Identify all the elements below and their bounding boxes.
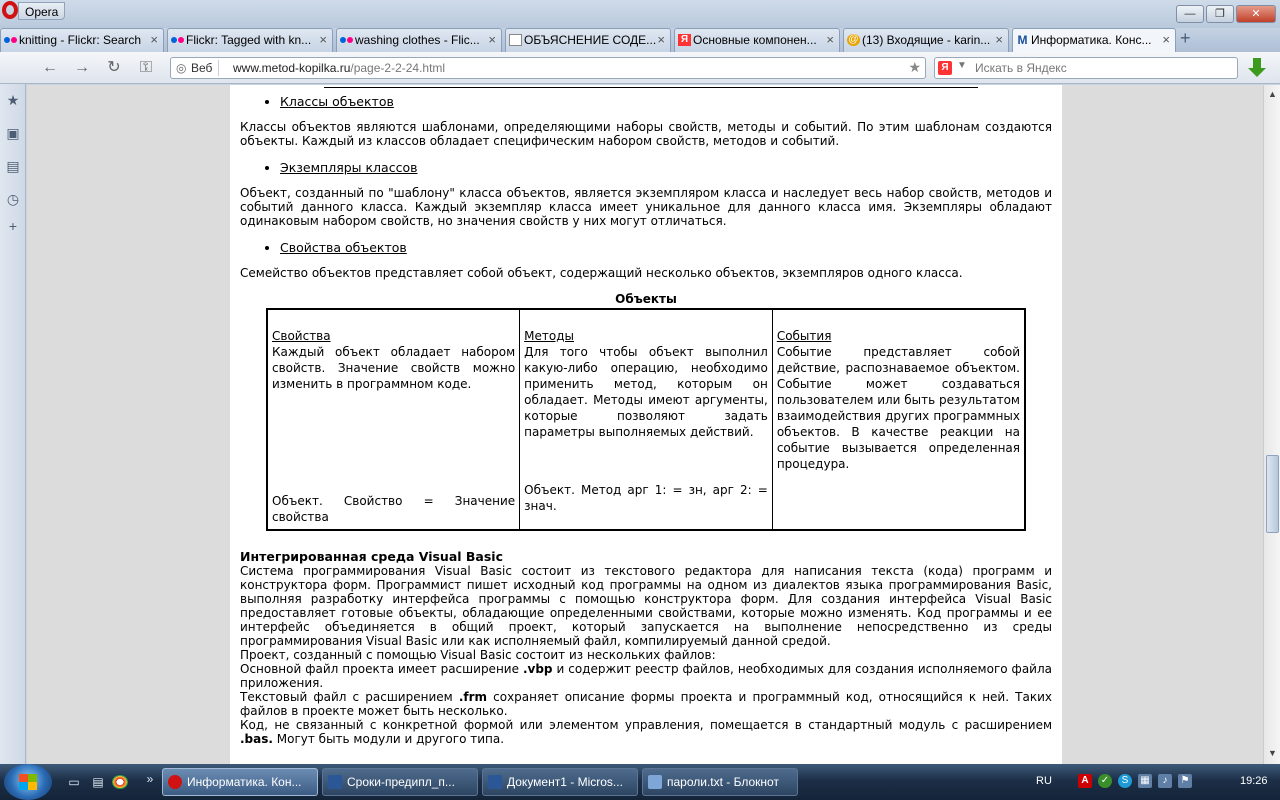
- history-clock-icon[interactable]: ◷: [6, 191, 20, 207]
- address-bar[interactable]: [170, 57, 926, 79]
- reload-icon[interactable]: ↻: [107, 59, 121, 76]
- paragraph: Основной файл проекта имеет расширение .vbp и содержит реестр файлов, необходимых для создания исполняемого файла приложения.: [240, 662, 1052, 690]
- opera-menu-button[interactable]: Opera: [18, 2, 65, 20]
- table-cell-properties: [267, 309, 520, 530]
- tab-informatika[interactable]: [1012, 28, 1176, 52]
- start-button[interactable]: [4, 764, 52, 800]
- tab-label: Основные компонен...: [693, 33, 817, 47]
- paragraph: Текстовый файл с расширением .frm сохраняет описание формы проекта и программный код, относящийся к ней. Таких файлов в проекте может быть несколько.: [240, 690, 1052, 718]
- chrome-icon[interactable]: [112, 775, 128, 789]
- chevron-down-icon[interactable]: ▼: [957, 60, 967, 71]
- tab-label: (13) Входящие - karin...: [862, 33, 991, 47]
- cell-text: Каждый объект обладает набором свойств. Значение свойств можно изменить в программном коде.: [272, 345, 516, 391]
- key-icon[interactable]: ⚿: [139, 59, 153, 76]
- navigation-bar: [0, 52, 1280, 84]
- tab-knitting-flickr[interactable]: [0, 28, 164, 52]
- tab-label: ОБЪЯСНЕНИЕ СОДЕ...: [524, 33, 657, 47]
- bullet-list: [240, 241, 407, 255]
- cell-syntax: Объект. Свойство = Значение свойства: [272, 494, 516, 524]
- tab-obyasnenie[interactable]: [505, 28, 671, 52]
- taskbar-item-label: Сроки-предипл_п...: [347, 775, 455, 789]
- tab-label: Flickr: Tagged with kn...: [186, 33, 312, 47]
- tab-washing-clothes[interactable]: [336, 28, 502, 52]
- mail-icon: @: [848, 34, 859, 45]
- tab-label: Информатика. Конс...: [1031, 33, 1152, 47]
- taskbar-item-label: Документ1 - Micros...: [507, 775, 623, 789]
- flickr-icon: [4, 37, 18, 43]
- objects-table: [266, 308, 1026, 531]
- paragraph: Система программирования Visual Basic состоит из текстового редактора для написания текста (кода) программ и конструктора форм. Программист пишет исходный код программы на одном из диалектов языка программирования Basic, выполняя разработку интерфейса программы с помощью конструктора форм. Для создания интерфейса Visual Basic предоставляет готовые объекты, обладающие определенными свойствами, которые можно изменять. Код программы и ее интерфейс объединяется в общий проект, который запускается на выполнение непосредственно из среды программирования Visual Basic или как исполняемый файл, компилируемый данной средой.: [240, 564, 1052, 648]
- link-ekzemplyary-klassov[interactable]: • Экземпляры классов: [280, 161, 417, 175]
- scroll-up-icon[interactable]: ▲: [1268, 89, 1277, 99]
- section-heading: Интегрированная среда Visual Basic: [240, 549, 503, 564]
- search-field[interactable]: [934, 57, 1238, 79]
- vertical-scrollbar[interactable]: [1263, 85, 1280, 764]
- opera-icon: [168, 775, 182, 789]
- column-heading: События: [776, 329, 832, 343]
- cell-text: Для того чтобы объект выполнил какую-либо операцию, необходимо применить метод, которым он обладает. Методы имеют аргументы, которые позволяют задать параметры выполняемых действий.: [524, 345, 768, 439]
- close-button[interactable]: ✕: [1236, 5, 1276, 23]
- new-tab-button[interactable]: +: [1180, 28, 1191, 48]
- paragraph: Объект, созданный по "шаблону" класса объектов, является экземпляром класса и наследует весь набор свойств, методов и событий данного класса. Каждый экземпляр класса имеет уникальное для данного класса имя. Экземпляры обладают одинаковым набором свойств, но значения свойств у них могут отличаться.: [240, 186, 1052, 228]
- window-controls: [1176, 5, 1276, 23]
- side-panel: [0, 84, 26, 764]
- tab-vkhodyashchie[interactable]: [843, 28, 1009, 52]
- scrollbar-thumb[interactable]: [1266, 455, 1279, 533]
- tab-osnovnye-komponenty[interactable]: [674, 28, 840, 52]
- clock[interactable]: 19:26: [1240, 775, 1268, 787]
- yandex-icon: Я: [678, 34, 691, 46]
- page-viewport: [27, 85, 1263, 764]
- tab-close-icon[interactable]: ×: [995, 32, 1003, 47]
- tab-close-icon[interactable]: ×: [1162, 32, 1170, 47]
- add-panel-icon[interactable]: +: [8, 218, 18, 234]
- paragraph: Классы объектов являются шаблонами, определяющими наборы свойств, методы и событий. По этим шаблонам создаются объекты. Каждый из классов обладает специфическим набором свойств, методов и событий.: [240, 120, 1052, 148]
- notes-icon[interactable]: ▤: [6, 158, 20, 174]
- forward-icon[interactable]: →: [74, 59, 90, 76]
- taskbar-item-notepad[interactable]: [642, 768, 798, 796]
- article-content: [230, 85, 1062, 764]
- taskbar-item-opera[interactable]: [162, 768, 318, 796]
- flickr-icon: [171, 37, 185, 43]
- back-icon[interactable]: ←: [42, 59, 58, 76]
- taskbar: [0, 764, 1280, 800]
- taskbar-item-label: пароли.txt - Блокнот: [667, 775, 779, 789]
- volume-icon[interactable]: ♪: [1158, 774, 1172, 788]
- paragraph: Семейство объектов представляет собой объект, содержащий несколько объектов, экземпляров одного класса.: [240, 266, 963, 280]
- scroll-down-icon[interactable]: ▼: [1268, 748, 1277, 758]
- bullet-list: [240, 161, 417, 175]
- system-tray: [1078, 774, 1192, 788]
- page-icon: [509, 34, 522, 46]
- paragraph: Код, не связанный с конкретной формой или элементом управления, помещается в стандартный модуль с расширением .bas. Могут быть модули и другого типа.: [240, 718, 1052, 746]
- flag-icon[interactable]: ⚑: [1178, 774, 1192, 788]
- metod-icon: M: [1017, 33, 1028, 47]
- speed-dial-icon[interactable]: ▣: [6, 125, 20, 141]
- link-svoystva-obektov[interactable]: • Свойства объектов: [280, 241, 407, 255]
- bookmarks-star-icon[interactable]: ★: [6, 92, 20, 108]
- notepad-icon: [648, 775, 662, 789]
- download-icon[interactable]: [1248, 58, 1266, 78]
- maximize-button[interactable]: ❐: [1206, 5, 1234, 23]
- column-heading: Свойства: [272, 329, 331, 343]
- taskbar-item-sroki[interactable]: [322, 768, 478, 796]
- explorer-icon[interactable]: ▤: [92, 775, 104, 789]
- antivirus-icon[interactable]: ✓: [1098, 774, 1112, 788]
- table-caption: Объекты: [615, 292, 677, 306]
- minimize-button[interactable]: —: [1176, 5, 1204, 23]
- tab-flickr-tagged[interactable]: [167, 28, 333, 52]
- tab-close-icon[interactable]: ×: [319, 32, 327, 47]
- windows-logo-icon: [19, 774, 37, 790]
- yandex-search-icon[interactable]: Я: [938, 61, 952, 75]
- tab-close-icon[interactable]: ×: [150, 32, 158, 47]
- tab-label: knitting - Flickr: Search: [19, 33, 142, 47]
- search-placeholder[interactable]: Искать в Яндекс: [975, 61, 1067, 75]
- web-badge[interactable]: ◎ Веб: [173, 60, 219, 76]
- ati-icon[interactable]: A: [1078, 774, 1092, 788]
- more-chevron-icon[interactable]: »: [146, 772, 154, 786]
- address-url[interactable]: www.metod-kopilka.ru/page-2-2-24.html: [233, 61, 446, 75]
- tab-label: washing clothes - Flic...: [355, 33, 480, 47]
- opera-logo-icon[interactable]: [2, 1, 18, 19]
- table-cell-events: [772, 309, 1025, 530]
- word-icon: [488, 775, 502, 789]
- cell-syntax: Объект. Метод арг 1: = зн, арг 2: = знач.: [524, 483, 768, 513]
- link-klassy-obektov[interactable]: • Классы объектов: [280, 95, 394, 109]
- word-icon: [328, 775, 342, 789]
- divider: [324, 87, 978, 88]
- paragraph: Проект, созданный с помощью Visual Basic состоит из нескольких файлов:: [240, 648, 716, 662]
- network-icon[interactable]: ▦: [1138, 774, 1152, 788]
- table-cell-methods: [520, 309, 773, 530]
- title-bar: [0, 0, 1280, 28]
- bookmark-star-icon[interactable]: ★: [908, 59, 921, 75]
- taskbar-item-label: Информатика. Кон...: [187, 775, 302, 789]
- column-heading: Методы: [524, 329, 574, 343]
- show-desktop-icon[interactable]: ▭: [68, 775, 80, 789]
- flickr-icon: [340, 37, 354, 43]
- tab-close-icon[interactable]: ×: [826, 32, 834, 47]
- bullet-list: [240, 95, 394, 109]
- taskbar-item-dokument[interactable]: [482, 768, 638, 796]
- tab-bar: [0, 28, 1280, 52]
- skype-icon[interactable]: S: [1118, 774, 1132, 788]
- language-indicator[interactable]: RU: [1036, 775, 1052, 787]
- tab-close-icon[interactable]: ×: [657, 32, 665, 47]
- cell-text: Событие представляет собой действие, распознаваемое объектом. Событие может создаваться пользователем или быть результатом взаимодействия других программных объектов. В качестве реакции на событие вызывается определенная процедура.: [776, 345, 1020, 471]
- tab-close-icon[interactable]: ×: [488, 32, 496, 47]
